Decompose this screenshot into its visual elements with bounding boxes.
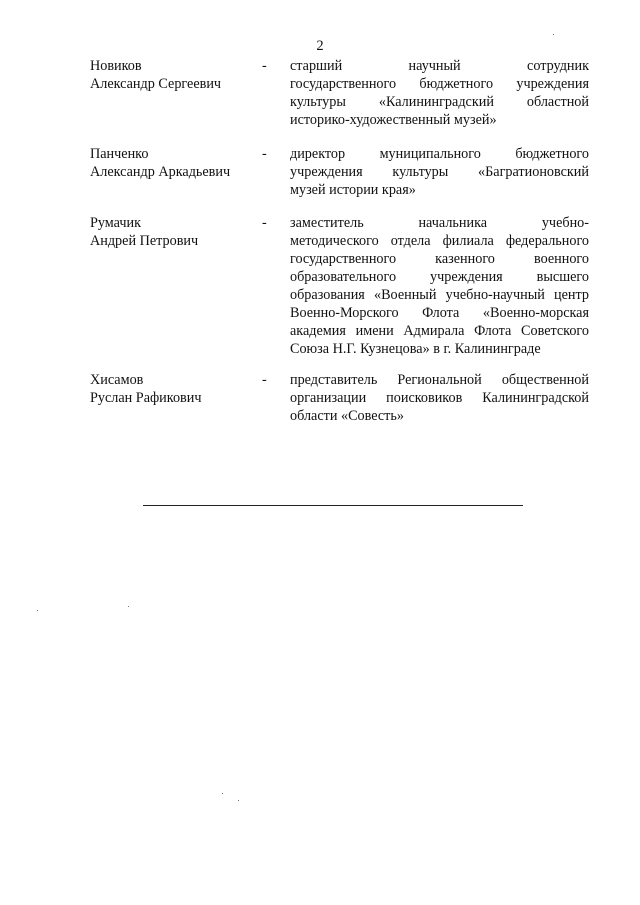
position-line: Военно-Морского Флота «Военно-морская <box>290 305 589 321</box>
member-surname: Румачик <box>90 215 142 231</box>
member-given-names: Александр Аркадьевич <box>90 164 231 180</box>
position-line: музей истории края» <box>290 182 416 198</box>
position-line: учреждения культуры «Багратионовский <box>290 164 589 180</box>
position-line: академия имени Адмирала Флота Советского <box>290 323 589 339</box>
position-line: государственного бюджетного учреждения <box>290 76 589 92</box>
scan-speck <box>238 800 239 801</box>
position-line: образовательного учреждения высшего <box>290 269 589 285</box>
member-position <box>290 57 589 129</box>
position-line: образования «Военный учебно-научный центр <box>290 287 589 303</box>
scan-speck <box>222 793 223 794</box>
scan-speck <box>553 34 554 35</box>
member-surname: Хисамов <box>90 372 144 388</box>
member-name <box>90 214 260 250</box>
position-line: организации поисковиков Калининградской <box>290 390 589 406</box>
member-name <box>90 57 260 93</box>
position-line: заместитель начальника учебно- <box>290 215 589 231</box>
position-line: историко-художественный музей» <box>290 112 497 128</box>
position-line: представитель Региональной общественной <box>290 372 589 388</box>
member-given-names: Андрей Петрович <box>90 233 199 249</box>
member-name <box>90 371 260 407</box>
position-line: методического отдела филиала федерального <box>290 233 589 249</box>
position-line: области «Совесть» <box>290 408 404 424</box>
member-surname: Новиков <box>90 58 142 74</box>
member-name <box>90 145 260 181</box>
page-number: 2 <box>316 38 324 54</box>
position-line: директор муниципального бюджетного <box>290 146 589 162</box>
position-line: старший научный сотрудник <box>290 58 589 74</box>
separator-dash: - <box>262 58 267 74</box>
scan-speck <box>37 610 38 611</box>
closing-divider-line <box>143 505 523 506</box>
member-position <box>290 371 589 425</box>
member-position <box>290 214 589 358</box>
position-line: Союза Н.Г. Кузнецова» в г. Калининграде <box>290 341 541 357</box>
position-line: государственного казенного военного <box>290 251 589 267</box>
member-position <box>290 145 589 199</box>
scan-speck <box>128 606 129 607</box>
position-line: культуры «Калининградский областной <box>290 94 589 110</box>
separator-dash: - <box>262 146 267 162</box>
separator-dash: - <box>262 215 267 231</box>
member-given-names: Александр Сергеевич <box>90 76 222 92</box>
separator-dash: - <box>262 372 267 388</box>
member-surname: Панченко <box>90 146 149 162</box>
member-given-names: Руслан Рафикович <box>90 390 202 406</box>
